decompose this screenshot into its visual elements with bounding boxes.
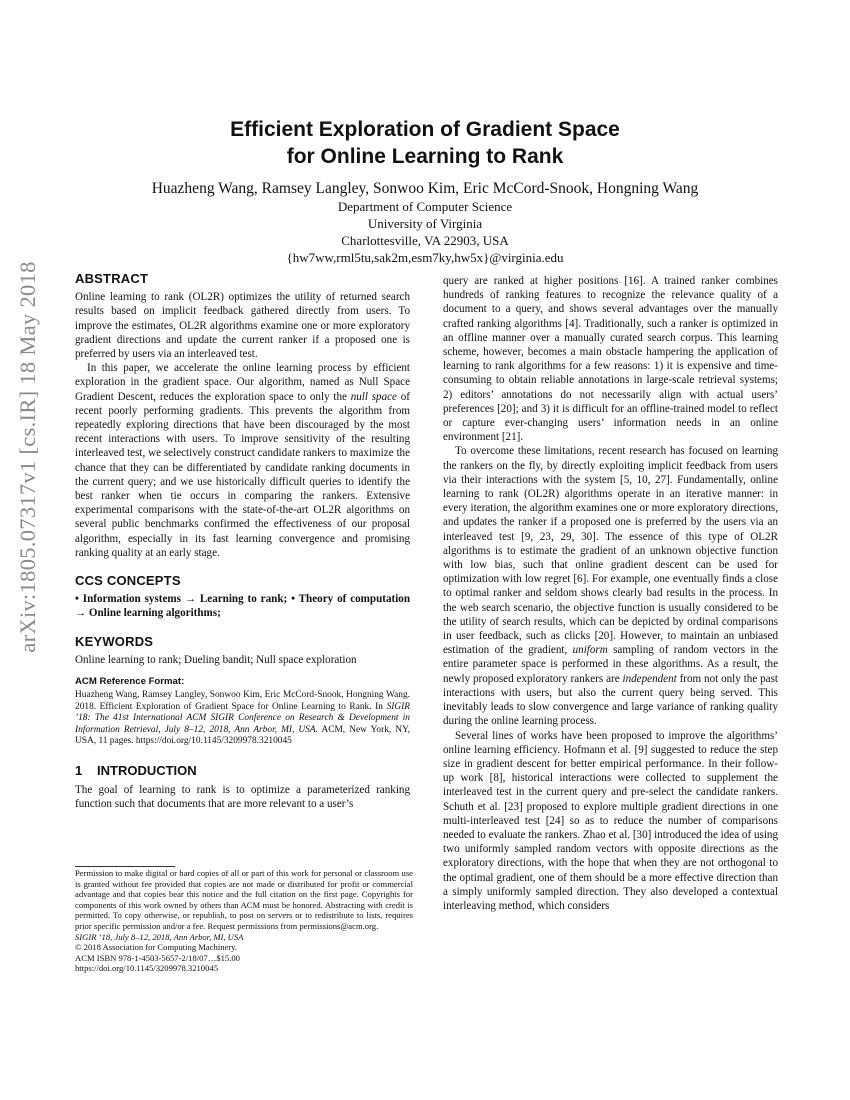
right-paragraph-1: query are ranked at higher positions [16]. A trained ranker combines hundreds of ranking features to recognize the relevance quality of a document to a query, and shows several advantages over the manually crafted ranking algorithms [4]. Traditionally, such a ranker is optimized in an offline manner over a manually curated search corpus. This learning scheme, however, becomes a main obstacle hampering the application of learning to rank algorithms for a few reasons: 1) it is expensive and time-consuming to obtain reliable annotations in large-scale retrieval systems; 2) editors’ annotations do not necessarily align with actual users’ preferences [20]; and 3) it is difficult for an offline-trained model to reflect or capture ever-changing users’ information needs in an online environment [21]. [443, 275, 778, 444]
acm-reference-heading: ACM Reference Format: [75, 676, 185, 688]
footnote-isbn: ACM ISBN 978-1-4503-5657-2/18/07…$15.00 [75, 952, 240, 963]
abstract-paragraph-2 [75, 361, 410, 560]
affiliation-block [75, 198, 775, 266]
introduction-heading-text: INTRODUCTION [97, 762, 197, 778]
paper-title-line-1: Efficient Exploration of Gradient Space [230, 118, 620, 141]
acm-ref-text-b: ACM, New York, NY, USA, 11 pages. https://doi.org/10.1145/3209978.3210045 [75, 724, 410, 747]
introduction-paragraph-1: The goal of learning to rank is to optimize a parameterized ranking function such that documents that are more relevant to a user’s [75, 783, 410, 811]
permission-notice: Permission to make digital or hard copies of all or part of this work for personal or classroom use is granted without fee provided that copies are not made or distributed for profit or commercial advantage and that copies bear this notice and the full citation on the first page. Copyrights for components of this work owned by others than ACM must be honored. Abstracting with credit is permitted. To copy otherwise, or republish, to post on servers or to redistribute to lists, requires prior specific permission and/or a fee. Request permissions from permissions@acm.org. [75, 868, 413, 931]
ccs-concepts-heading: CCS CONCEPTS [75, 573, 181, 589]
ccs-concepts-text: • Information systems → Learning to rank; • Theory of computation → Online learning algorithms; [75, 593, 410, 620]
right-p2-text-b: sampling of random vectors in the entire parameter space is performed in these algorithms. As a result, the newly proposed exploratory rankers are [443, 644, 778, 685]
acm-ref-text-a: Huazheng Wang, Ramsey Langley, Sonwoo Kim, Eric McCord-Snook, Hongning Wang. 2018. Efficient Exploration of Gradient Space for Online Learning to Rank. In [75, 690, 410, 712]
right-paragraph-3: Several lines of works have been proposed to improve the algorithms’ online learning efficiency. Hofmann et al. [9] suggested to reduce the step size in gradient descent for better empirical performance. In their follow-up work [8], historical interactions were collected to supplement the interleaved test in the current query and pre-select the candidate rankers. Schuth et al. [23] proposed to explore multiple gradient directions in one multi-interleaved test [24] so as to reduce the number of comparisons needed to evaluate the rankers. Zhao et al. [30] introduced the idea of using two uniformly sampled random vectors with opposite directions as the exploratory directions, with the hope that when they are not orthogonal to the optimal gradient, one of them should be a more effective direction than a simply uniformly sampled direction. They also developed a contextual interleaving method, which considers [443, 729, 778, 912]
abstract-p2-emphasis: null space [350, 390, 397, 403]
right-paragraph-2 [443, 444, 778, 728]
paper-title-line-2: for Online Learning to Rank [286, 145, 564, 168]
abstract-paragraph-1: Online learning to rank (OL2R) optimizes the utility of returned search results based on implicit feedback gathered directly from users. To improve the estimates, OL2R algorithms examine one or more exploratory gradient directions and update the current ranker if a proposed one is preferred by users via an interleaved test. [75, 291, 410, 361]
right-p2-text-a: To overcome these limitations, recent research has focused on learning the rankers on the fly, by directly exploiting implicit feedback from users via their interactions with the system [5, 10, 27]. Fundamentally, online learning to rank (OL2R) algorithms operate in an iterative manner: in every iteration, the algorithm examines one or more exploratory directions, and updates the ranker if a proposed one is preferred by the users via an interleaved test [9, 23, 29, 30]. The essence of this type of OL2R algorithms is to estimate the gradient of an unknown objective function with low bias, such that online gradient descent can be used for optimization with low regret [6]. For example, one eventually finds a close to optimal ranker and seldom shows clearly bad results in the process. In the web search scenario, the objective function is usually considered to be the utility of search results, which can be depicted by ordinal comparisons in user feedback, such as clicks [20]. However, to maintain an unbiased estimation of the gradient, [443, 445, 778, 657]
paper-title [75, 116, 775, 170]
footnote-divider [75, 866, 175, 867]
abstract-p2-text-b: of recent poorly performing gradients. This prevents the algorithm from repeatedly exploring directions that have been discouraged by the most recent interactions with users. To improve sensitivity of the resulting interleaved test, we selectively construct candidate rankers to maximize the chance that they can be differentiated by candidate ranking documents in the current query; and we use historically difficult queries to identify the best ranker when tie occurs in comparing the rankers. Extensive experimental comparisons with the state-of-the-art OL2R algorithms on several public benchmarks confirmed the effectiveness of our proposal algorithm, especially in its fast learning convergence and promising ranking quality at an early stage. [75, 390, 411, 559]
abstract-p2-text-a: In this paper, we accelerate the online learning process by efficient exploration in the gradient space. Our algorithm, named as Null Space Gradient Descent, reduces the exploration space to only the [75, 362, 410, 403]
abstract-heading: ABSTRACT [75, 271, 149, 286]
copyright-footnote [75, 868, 413, 974]
footnote-doi: https://doi.org/10.1145/3209978.3210045 [75, 963, 218, 974]
right-p2-emphasis-independent: independent [622, 672, 677, 685]
footnote-venue: SIGIR ’18, July 8–12, 2018, Ann Arbor, MI, USA [75, 931, 244, 942]
author-list: Huazheng Wang, Ramsey Langley, Sonwoo Kim, Eric McCord-Snook, Hongning Wang [151, 180, 699, 197]
keywords-heading: KEYWORDS [75, 633, 154, 649]
arxiv-identifier-sidebar [8, 261, 48, 653]
right-p2-emphasis-uniform: uniform [572, 644, 608, 657]
affiliation-department: Department of Computer Science [337, 199, 513, 214]
footnote-copyright: © 2018 Association for Computing Machinery. [75, 942, 238, 953]
arxiv-identifier-text: arXiv:1805.07317v1 [cs.IR] 18 May 2018 [15, 261, 40, 653]
keywords-text: Online learning to rank; Dueling bandit; Null space exploration [75, 653, 357, 666]
right-column [443, 274, 778, 913]
introduction-section-number: 1 [75, 762, 83, 778]
right-p2-text-c: from not only the past interactions with users, but also the current query being served. This inevitably leads to slow convergence and large variance of ranking quality during the online learning process. [443, 672, 778, 728]
affiliation-email: {hw7ww,rml5tu,sak2m,esm7ky,hw5x}@virginia.edu [286, 250, 564, 265]
introduction-heading [75, 764, 410, 778]
acm-reference-text [75, 690, 410, 748]
affiliation-city: Charlottesville, VA 22903, USA [341, 233, 509, 248]
acm-ref-venue: SIGIR ’18: The 41st International ACM SIGIR Conference on Research & Development in Information Retrieval, July 8–12, 2018, Ann Arbor, MI, USA. [75, 701, 410, 735]
left-column [75, 272, 410, 811]
affiliation-university: University of Virginia [367, 216, 483, 231]
